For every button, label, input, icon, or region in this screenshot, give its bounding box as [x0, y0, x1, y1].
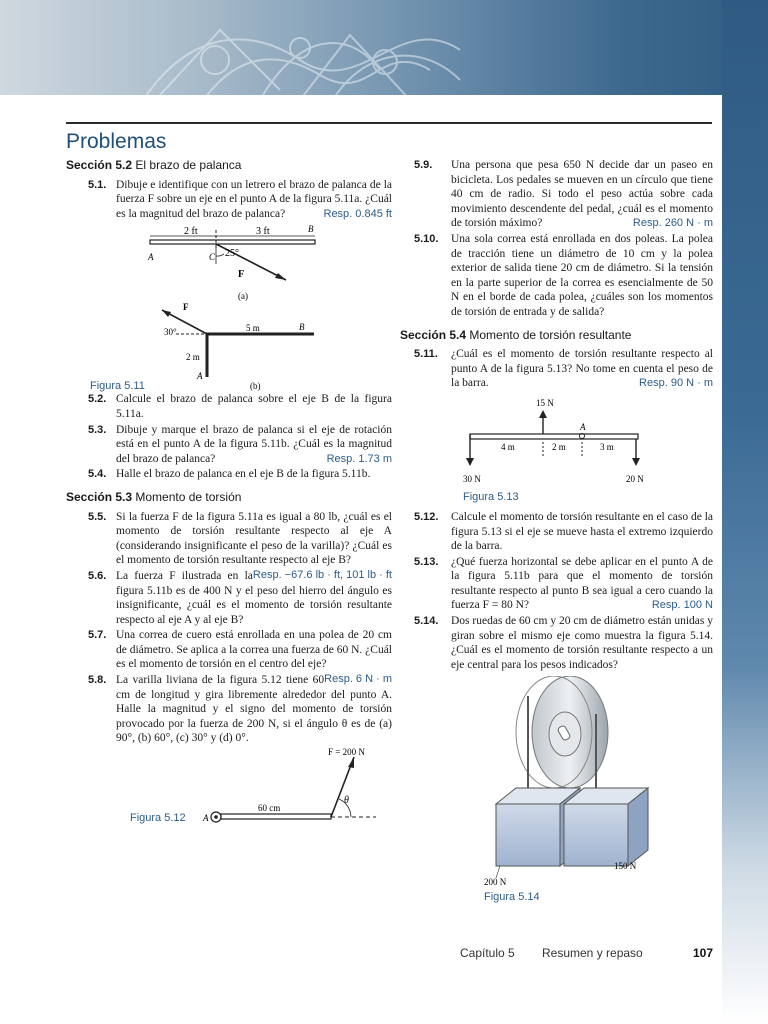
weight-200n [496, 804, 560, 866]
lever-bar-a [150, 240, 315, 244]
fig-512-length: 60 cm [258, 803, 281, 814]
fig-513-point-a: A [580, 421, 586, 432]
fig-b-force: F [183, 302, 189, 313]
decorative-side-band [722, 0, 768, 1024]
problem-5-12: 5.12. Calcule el momento de torsión resultante en el caso de la figura 5.13 si el eje se mueve hasta el extremo izquierdo de la barra. [414, 510, 713, 553]
figure-5-13-caption: Figura 5.13 [463, 490, 519, 503]
problem-5-2: 5.2. Calcule el brazo de palanca sobre el eje B de la figura 5.11a. [88, 393, 392, 420]
right-column [400, 158, 713, 904]
fig-a-angle: 25° [225, 248, 239, 260]
figure-5-13 [400, 392, 713, 510]
problem-5-8: 5.8. La varilla liviana de la figura 5.12 tiene 60 cm de longitud y gira libremente alrededor del punto A. Halle la magnitud y el signo del momento de torsión provocado por la fuerza de 200 N, si el ángulo θ es de (a) 90°, (b) 60°, (c) 30° y (d) 0°. [88, 674, 392, 745]
problem-5-4: 5.4. Halle el brazo de palanca en el eje B de la figura 5.11b. [88, 468, 371, 481]
fig-512-force: F = 200 N [328, 747, 365, 758]
footer-chapter: Capítulo 5 [460, 946, 515, 960]
page-number: 107 [692, 946, 713, 960]
figure-5-11 [66, 222, 392, 392]
fig-a-point-b: B [308, 224, 314, 235]
fig-513-d1: 4 m [501, 441, 515, 452]
header-rule [66, 122, 712, 124]
rod [221, 814, 331, 819]
figure-5-11-caption: Figura 5.11 [90, 380, 145, 393]
fig-a-point-c: C [209, 252, 216, 263]
problem-5-10: 5.10. Una sola correa está enrollada en dos poleas. La polea de tracción tiene un diámetro de 10 cm y la polea exterior de salida tiene 20 cm de diámetro. Si la tensión en la parte superior de la correa es esencialmente de 50 N en el borde de cada polea, ¿cuáles son los momentos de torsión de entrada y de salida? [414, 232, 713, 318]
fig-512-angle: θ [344, 795, 349, 807]
fig-b-angle: 30° [164, 327, 177, 338]
fig-513-right-force: 20 N [626, 473, 644, 484]
fig-513-d3: 3 m [600, 441, 614, 452]
problem-5-6: 5.6. La fuerza F ilustrada en la figura 5.11b es de 400 N y el peso del hierro del ángulo es insignificante, ¿cuál es el momento de torsión resultante respecto al eje A y al eje B? [88, 569, 392, 626]
fig-a-label: (a) [238, 291, 248, 302]
problem-5-9: 5.9. Una persona que pesa 650 N decide dar un paseo en bicicleta. Los pedales se mueven en un círculo que tiene 40 cm de radio. Si todo el peso actúa sobre cada movimiento descendente del pedal, ¿cuál es el momento de torsión máximo? Resp. 260 N · m [414, 159, 713, 230]
fig-b-point-a: A [197, 371, 203, 382]
beam-513 [470, 434, 638, 439]
fig-a-dist1: 2 ft [184, 226, 198, 238]
page-title: Problemas [66, 130, 167, 153]
decorative-banner [0, 0, 768, 105]
figure-5-14 [400, 676, 713, 904]
section-heading-5-2: Sección 5.2 El brazo de palanca [66, 158, 242, 172]
section-heading-5-4: Sección 5.4 Momento de torsión resultante [400, 327, 632, 342]
problem-5-14: 5.14. Dos ruedas de 60 cm y 20 cm de diámetro están unidas y giran sobre el mismo eje como muestra la figura 5.14. ¿Cuál es el momento de torsión resultante respecto a un eje central para los pesos indicados? [414, 615, 713, 671]
section-heading-5-3: Sección 5.3 Momento de torsión [66, 489, 242, 504]
fig-514-right-weight: 150 N [614, 861, 637, 872]
fig-a-force: F [238, 269, 245, 281]
fig-513-left-force: 30 N [463, 473, 481, 484]
problem-5-11: 5.11. ¿Cuál es el momento de torsión resultante respecto al punto A de la figura 5.13? No tome en cuenta el peso de la barra. Resp. 90 N · m [414, 348, 713, 390]
fig-513-d2: 2 m [552, 441, 566, 452]
fig-a-dist2: 3 ft [256, 226, 270, 238]
problem-5-7: 5.7. Una correa de cuero está enrollada en una polea de 20 cm de diámetro. Se aplica a la correa una fuerza de 60 N. ¿Cuál es el momento de torsión en el centro del eje? Resp. 6 N · m [88, 629, 392, 686]
left-column [66, 158, 392, 827]
problem-5-1: 5.1. Dibuje e identifique con un letrero el brazo de palanca de la fuerza F sobre un eje en el punto A de la figura 5.11a. ¿Cuál es la magnitud del brazo de palanca? Resp. 0.845 ft [88, 178, 392, 220]
fig-b-point-b: B [299, 322, 305, 333]
banner-pattern [0, 0, 768, 105]
figure-5-12 [66, 747, 392, 827]
problem-5-5: 5.5. Si la fuerza F de la figura 5.11a es igual a 80 lb, ¿cuál es el momento de torsión resultante respecto al eje A (considerando insignificante el peso de la varilla)? ¿Cuál es el momento de torsión resultante respecto al eje B? Resp. −67.6 lb · ft, 101 lb · ft [88, 510, 392, 581]
problem-5-13: 5.13. ¿Qué fuerza horizontal se debe aplicar en el punto A de la figura 5.11b para que el momento de torsión resultante respecto al punto B sea igual a cero cuando la fuerza F = 80 N? Resp. 100 N [414, 555, 713, 612]
problem-5-3: 5.3. Dibuje y marque el brazo de palanca si el eje de rotación está en el punto A de la figura 5.11b. ¿Cuál es la magnitud del brazo de palanca? Resp. 1.73 m [88, 423, 392, 465]
fig-b-dist2: 2 m [186, 352, 200, 363]
fig-513-top-force: 15 N [536, 397, 554, 408]
figure-5-14-caption: Figura 5.14 [484, 891, 540, 904]
fig-b-label: (b) [250, 381, 261, 392]
fig-512-point-a: A [203, 813, 209, 824]
figure-5-12-caption: Figura 5.12 [130, 812, 186, 825]
footer-title: Resumen y repaso [542, 946, 643, 960]
weight-150n [564, 804, 628, 866]
fig-a-point-a: A [148, 252, 154, 263]
fig-514-left-weight: 200 N [484, 877, 507, 888]
fig-b-dist1: 5 m [246, 323, 260, 334]
